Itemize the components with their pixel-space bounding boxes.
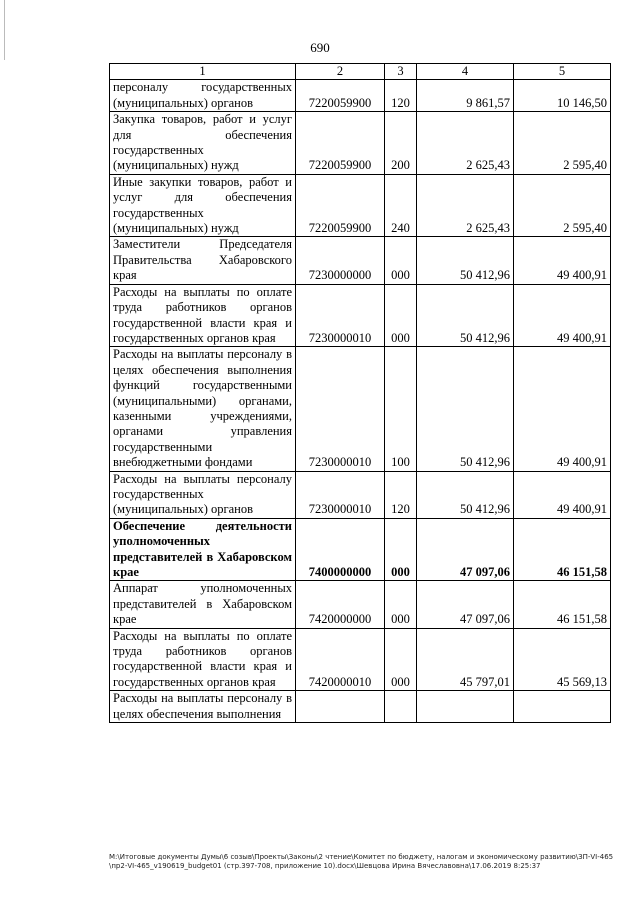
page-number: 690 [310,40,330,55]
table-row [110,347,611,471]
table-row [110,471,611,518]
row-vr-cell: 000 [385,628,417,691]
row-value-2020-cell [514,691,611,723]
row-code-cell: 7220059900 [296,112,385,175]
row-code-cell: 7230000010 [296,284,385,347]
row-vr-cell: 120 [385,471,417,518]
row-name-cell: Иные закупки товаров, работ и услуг для обеспечения государственных (муниципальных) нужд [110,174,296,237]
row-value-2019-cell [417,691,514,723]
row-code-cell: 7420000010 [296,628,385,691]
row-name-cell: Аппарат уполномоченных представителей в Хабаровском крае [110,581,296,628]
row-value-2019-cell: 45 797,01 [417,628,514,691]
row-value-2019-cell: 50 412,96 [417,284,514,347]
row-name-cell: Закупка товаров, работ и услуг для обеспечения государственных (муниципальных) нужд [110,112,296,175]
table-row [110,518,611,581]
table-row [110,581,611,628]
row-name-cell: Расходы на выплаты персоналу государственных (муниципальных) органов [110,471,296,518]
row-value-2019-cell: 50 412,96 [417,471,514,518]
row-code-cell: 7400000000 [296,518,385,581]
row-value-2020-cell: 49 400,91 [514,471,611,518]
row-name-cell: Расходы на выплаты персоналу в целях обеспечения выполнения функций государственными (муниципальными) органами, казенными учреждениями, органами управления государственными внебюджетными фондами [110,347,296,471]
row-value-2020-cell: 46 151,58 [514,581,611,628]
table-row [110,284,611,347]
row-code-cell: 7420000000 [296,581,385,628]
row-code-cell: 7230000010 [296,347,385,471]
table-row [110,628,611,691]
header-col-4: 4 [417,64,514,80]
header-col-3: 3 [385,64,417,80]
row-value-2020-cell: 2 595,40 [514,174,611,237]
row-value-2020-cell: 49 400,91 [514,347,611,471]
header-col-5: 5 [514,64,611,80]
row-value-2019-cell: 47 097,06 [417,518,514,581]
table-row [110,174,611,237]
row-name-cell: Расходы на выплаты персоналу в целях обеспечения выполнения [110,691,296,723]
row-code-cell: 7220059900 [296,80,385,112]
row-value-2019-cell: 2 625,43 [417,112,514,175]
row-name-cell: Обеспечение деятельности уполномоченных представителей в Хабаровском крае [110,518,296,581]
row-code-cell: 7220059900 [296,174,385,237]
row-vr-cell: 000 [385,518,417,581]
row-vr-cell: 000 [385,284,417,347]
header-col-1: 1 [110,64,296,80]
row-value-2020-cell: 49 400,91 [514,237,611,284]
row-value-2020-cell: 2 595,40 [514,112,611,175]
row-name-cell: персоналу государственных (муниципальных) органов [110,80,296,112]
row-name-cell: Расходы на выплаты по оплате труда работников органов государственной власти края и государственных органов края [110,628,296,691]
row-value-2020-cell: 46 151,58 [514,518,611,581]
row-vr-cell: 100 [385,347,417,471]
file-path-footer: M:\Итоговые документы Думы\6 созыв\Проекты\Законы\2 чтение\Комитет по бюджету, налогам и экономическому развитию\ЗП-VI-465\пр2-VI-465_v190619_budget01 (стр.397-708, приложение 10).docx\Шевцова Ирина Вячеславовна\17.06.2019 8:25:37 [109,853,614,870]
table-body [110,80,611,723]
table-header-row [110,64,611,80]
table-row [110,691,611,723]
budget-table [109,63,611,723]
row-value-2019-cell: 9 861,57 [417,80,514,112]
row-value-2019-cell: 47 097,06 [417,581,514,628]
row-vr-cell: 200 [385,112,417,175]
row-vr-cell: 120 [385,80,417,112]
row-vr-cell: 240 [385,174,417,237]
row-name-cell: Заместители Председателя Правительства Хабаровского края [110,237,296,284]
row-code-cell: 7230000000 [296,237,385,284]
row-code-cell: 7230000010 [296,471,385,518]
row-value-2020-cell: 45 569,13 [514,628,611,691]
row-value-2019-cell: 50 412,96 [417,347,514,471]
row-vr-cell: 000 [385,581,417,628]
row-name-cell: Расходы на выплаты по оплате труда работников органов государственной власти края и государственных органов края [110,284,296,347]
row-value-2019-cell: 50 412,96 [417,237,514,284]
row-code-cell [296,691,385,723]
table-row [110,112,611,175]
row-value-2020-cell: 49 400,91 [514,284,611,347]
row-value-2019-cell: 2 625,43 [417,174,514,237]
header-col-2: 2 [296,64,385,80]
table-row [110,237,611,284]
row-vr-cell: 000 [385,237,417,284]
row-vr-cell [385,691,417,723]
row-value-2020-cell: 10 146,50 [514,80,611,112]
table-row [110,80,611,112]
